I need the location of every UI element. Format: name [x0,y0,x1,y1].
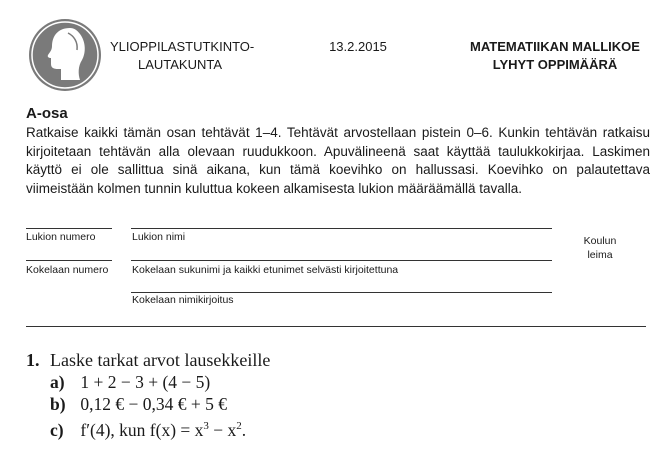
section-instructions: Ratkaise kaikki tämän osan tehtävät 1–4. Tehtävät arvostellaan pistein 0–6. Kunkin tehtävän ratkaisu kirjoitetaan tehtävän alla olevaan ruudukkoon. Apuvälineenä saat käyttää taulukkokirjaa. Laskimen käyttö ei ole sallittua sinä aikana, kun tämä koevihko on hallussasi. Koevihko on palautettava viimeistään kolmen tunnin kuluttua kokeen alkamisesta lukion määräämällä tavalla. [26,125,650,196]
school-name-line [131,228,552,229]
candidate-number-label: Kokelaan numero [26,264,109,276]
part-label: c) [50,420,64,440]
part-label: b) [50,394,66,414]
school-number-line [26,228,112,229]
school-stamp-label [572,234,628,262]
exam-title [455,38,655,74]
signature-line [131,292,552,293]
task-number: 1. [26,350,40,370]
exam-title-line-2: LYHYT OPPIMÄÄRÄ [492,57,618,72]
org-line-2: LAUTAKUNTA [137,57,223,72]
signature-label: Kokelaan nimikirjoitus [132,294,234,306]
task-part-b [50,394,227,415]
part-expression: 0,12 € − 0,34 € + 5 € [80,394,227,414]
organization-name [110,38,255,74]
exam-date: 13.2.2015 [329,39,387,54]
candidate-name-line [131,260,552,261]
org-line-1: YLIOPPILASTUTKINTO- [110,39,255,54]
task-part-c [50,420,246,441]
candidate-name-label: Kokelaan sukunimi ja kaikki etunimet selvästi kirjoitettuna [132,264,399,276]
part-expression: f′(4), kun $f(x) = x^3 - x^2$. [80,420,247,440]
exam-title-line-1: MATEMATIIKAN MALLIKOE [470,39,640,54]
task-question: Laske tarkat arvot lausekkeille [50,350,271,370]
candidate-number-line [26,260,112,261]
section-title: A-osa [26,105,68,122]
section-divider [26,326,646,327]
school-name-label: Lukion nimi [132,231,186,243]
stamp-line-1: Koulun [583,235,617,247]
part-label: a) [50,372,65,392]
school-number-label: Lukion numero [26,231,96,243]
part-expression: 1 + 2 − 3 + (4 − 5) [80,372,211,392]
stamp-line-2: leima [587,249,613,261]
task-part-a [50,372,210,393]
profile-seal-icon [28,18,102,92]
